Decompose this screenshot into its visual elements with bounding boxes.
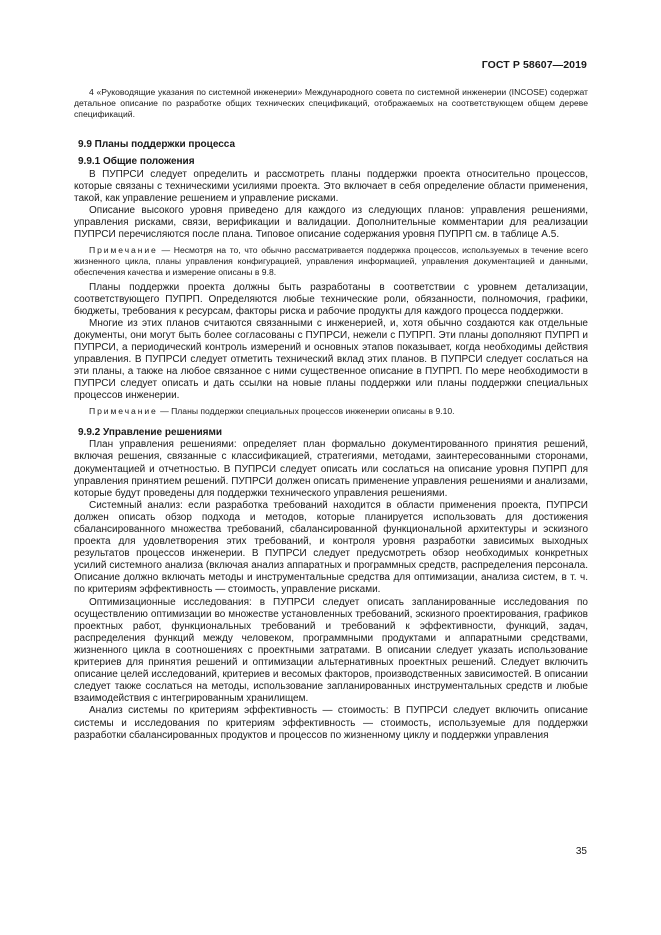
paragraph: Анализ системы по критериям эффективность — стоимость: В ПУПРСИ следует включить описание системы и исследования по критериям эффективность — стоимость, используемые для поддержки разработки сбалансированных продуктов и процессов по жизненному циклу и поддержки управления: [74, 705, 588, 741]
note-label: Примечание: [89, 406, 158, 417]
note-text: — Несмотря на то, что обычно рассматривается поддержка процессов, используемых в течение всего жизненного цикла, планы управления конфигурацией, управления информацией, управления документацией и данными, обеспечения качества и измерение описаны в 9.8.: [74, 245, 588, 277]
section-title: 9.9 Планы поддержки процесса: [78, 139, 236, 151]
paragraph: В ПУПРСИ следует определить и рассмотреть планы поддержки проекта относительно процессов, которые связаны с техническими усилиями проекта. Это включает в себя определение области применения, такой, как управление решением и управление рисками.: [74, 168, 588, 204]
subsection-title-decision-management: 9.9.2 Управление решениями: [78, 427, 223, 439]
footnote: 4 «Руководящие указания по системной инженерии» Международного совета по системной инженерии (INCOSE) содержат детальное описание по разработке общих технических спецификаций, отображаемых на соответствующем общем дереве спецификаций.: [74, 87, 588, 119]
note: [74, 245, 588, 277]
paragraph: Системный анализ: если разработка требований находится в области применения проекта, ПУПРСИ должен описать обзор подхода и методов, которые планируется использовать для достижения сбалансированного множества требований, сбалансированной функциональной архитектуры и эскизного проекта для удовлетворения этих требований, и контроля уровня разработки зависимых выходных результатов процессов инженерии. В ПУПРСИ следует предусмотреть обзор необходимых конкретных усилий системного анализа (включая анализ аппаратных и программных средств, распределения персонала. Описание должно включать методы и инструментальные средства для оптимизации, анализа систем, в т. ч. по критериям эффективность — стоимость, управление рисками.: [74, 499, 588, 596]
paragraph: Многие из этих планов считаются связанными с инженерией, и, хотя обычно создаются как отдельные документы, они могут быть более согласованы с ПУПРСИ, нежели с ПУПРП. Эти планы дополняют ПУПРП и ПУПРСИ, а периодический контроль измерений и основных этапов показывает, когда необходимы действия управления. В ПУПРСИ следует отметить технический вклад этих планов. В ПУПРСИ следует сослаться на эти планы, а также на любое связанное с ними существенное описание в ПУПРП. По мере необходимости в ПУПРСИ следует описать и дать ссылки на новые планы поддержки или планы поддержки специальных процессов инженерии.: [74, 317, 588, 402]
paragraph: Оптимизационные исследования: в ПУПРСИ следует описать запланированные исследования по осуществлению оптимизации во множестве установленных требований, эскизного проектирования, графиков проектных работ, функциональных требований и требований к эффективности, функций, задач, распределения функций между человеком, программными продуктами и аппаратными средствами, жизненного цикла в соотношениях с проектными затратами. В описании следует указать использование критериев для принятия решений и оптимизации альтернативных проектных решений. Следует включить описание целей исследований, критериев и весомых факторов, производственных зависимостей. В описании следует также сослаться на методы, использование запланированных инструментальных средств и любые взаимодействия с интегрированным хранилищем.: [74, 596, 588, 705]
standard-header: ГОСТ Р 58607—2019: [481, 59, 587, 71]
subsection-title-general: 9.9.1 Общие положения: [78, 156, 195, 168]
note-text: — Планы поддержки специальных процессов инженерии описаны в 9.10.: [157, 406, 455, 417]
note-label: Примечание: [89, 245, 158, 256]
paragraph: План управления решениями: определяет план формально документированного принятия решений, включая решения, связанные с классификацией, стратегиями, методами, заинтересованными сторонами, документацией и отчетностью. В ПУПРСИ следует описать или сослаться на описание уровня ПУПРП для управления принятием решений. ПУПРСИ должен описать применение управления решениями и анализами, которые будут проведены для поддержки технического управления решениями.: [74, 439, 588, 499]
page-content: [74, 87, 588, 742]
note: [74, 406, 588, 417]
paragraph: Планы поддержки проекта должны быть разработаны в соответствии с уровнем детализации, соответствующего ПУПРП. Определяются любые технические роли, обязанности, полномочия, графики, бюджеты, требования к ресурсам, факторы риска и рабочие продукты для каждого процесса поддержки.: [74, 281, 588, 317]
paragraph: Описание высокого уровня приведено для каждого из следующих планов: управления решениями, управления рисками, связи, верификации и валидации. Дополнительные комментарии для реализации ПУПРСИ перечисляются после плана. Типовое описание содержания уровня ПУПРП см. в таблице А.5.: [74, 204, 588, 241]
page-number: 35: [575, 846, 587, 857]
